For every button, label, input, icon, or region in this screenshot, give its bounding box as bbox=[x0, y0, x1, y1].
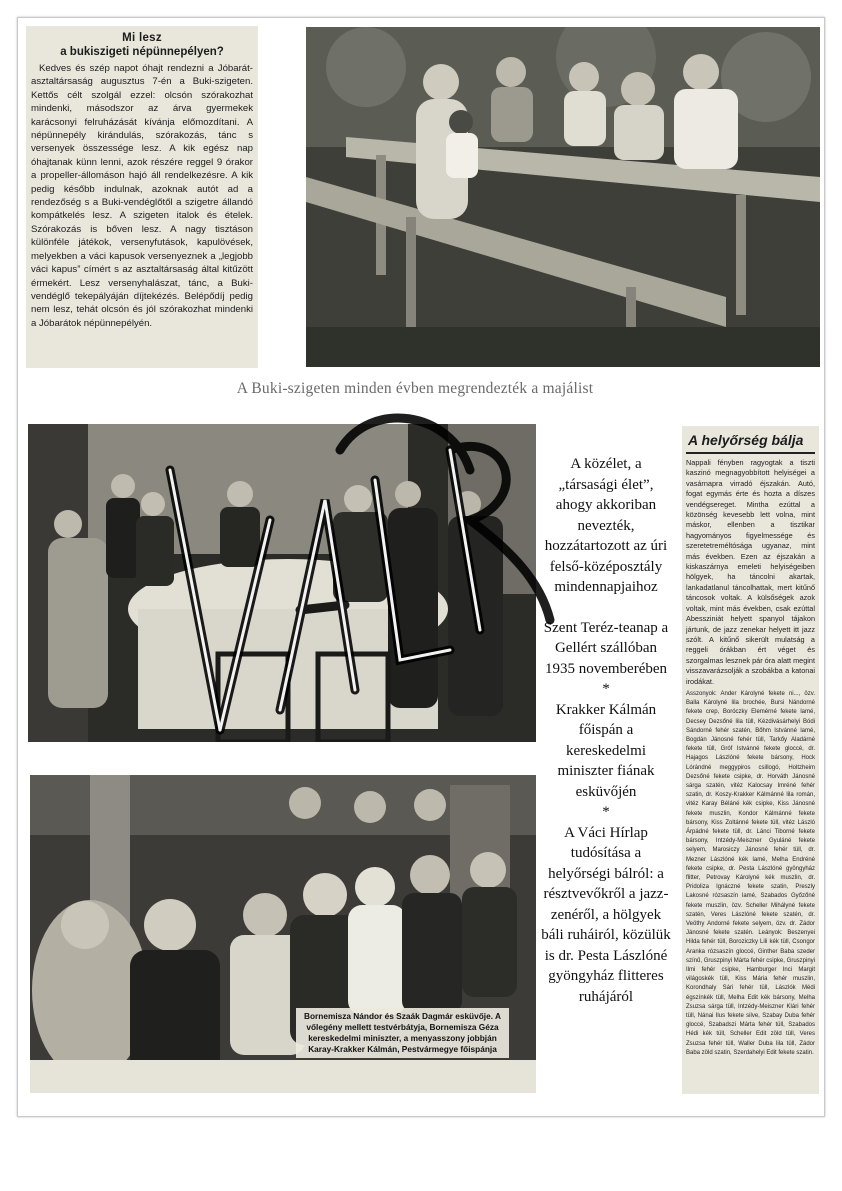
separator-star: * bbox=[602, 681, 610, 697]
side-text-wedding: Krakker Kálmán főispán a kereskedelmi miniszter fiának esküvőjén bbox=[555, 701, 657, 800]
newspaper-clipping-picnic bbox=[26, 26, 258, 368]
clipping-picnic-heading-1: Mi lesz bbox=[122, 32, 162, 44]
wedding-photo-caption: Bornemisza Nándor és Szaák Dagmár esküvője. A vőlegény mellett testvérbátyja, Bornemisza Géza kereskedelmi miniszter, a menyasszony jobbján Karay-Krakker Kálmán, Pestvármegye főispánja bbox=[296, 1008, 509, 1058]
clipping-ball-body: Nappali fényben ragyogtak a tiszti kaszinó megnagyobbított helyiségei a vasárnapra virradó éjszakán. Autó, fogat egymás érte és hozta a díszes vendégsereget. Mintha ezúttal a közönség kevesebb lett volna, mint máskor, ellenben a tisztikar hagyományos figyelmessége és szeretetreméltósága ugyanaz, mint más években. Ezen az éjszakán a kiskaszárnya emeleti helyiségeiben hölgyek, ha táncolni akartak, lankadatlanul táncolhattak, mert kitűnő táncosok voltak. A külsőségek azok voltak, mint más években, csak ezúttal Abessziniát helyett spanyol tájakon jártunk, de jazz zenekar helyett itt jazz szólt. A kitűnő sikerült mulatság a reggeli órákban ért véget és szorgalmas lesznek pár óra alatt megint visszavarázsolják a szobákba a katonai irodákat. bbox=[686, 458, 815, 686]
newspaper-clipping-ball bbox=[682, 426, 819, 1094]
side-text-tea-party: Szent Teréz-teanap a Gellért szállóban 1935 novemberében bbox=[543, 619, 669, 677]
clipping-picnic-body: Kedves és szép napot óhajt rendezni a Jóbarát-asztaltársaság augusztus 7-én a Buki-szigeten. Kettős célt szolgál ezzel: olcsón szórakozhat mindenki, másodszor az árva gyermekek karácsonyi felruházását kívánja előmozdítani. A népünnepély kirándulás, szórakozás, tánc s versenyek összessége lesz. A kik egész nap óhajtanak künn lenni, azok részére reggel 9 órakor a propeller-állomáson hajó áll rendelkezésre. A kik pedig később indulnak, azoknak autót ad a rendezőség s a Buki-vendéglőtől a szigetre állandó kompátkelés lesz. A szigeten italok és ételek. Szórakozás is bőven lesz. A nagy tisztáson különféle játékok, versenyfutások, kapulövések, melyekben a váci kapusok versenyeznek a „legjobb váci kapus” címért s az asztaltársaság által kitűzött érmekért. Lesz versenyhalászat, tánc, a Buki-vendéglő tekepályáján díjtekézés. Belépődíj pedig nem lesz, tehát olcsón és jól szórakozhat mindenki a Jóbarátok népünnepélyén. bbox=[31, 63, 253, 329]
tea-party-photo bbox=[28, 424, 536, 742]
clipping-ball-guest-list: Asszonyok: Ander Károlyné fekete ni..., özv. Balla Károlyné lila brochée, Bursi Nándorné fekete crep, Boróczky Elemérné fekete lamé, Decsey Dezsőné lila tüll, Kézdivásárhelyi Bódi Sándorné fehér szatén, Bőhm Istvánné lamé, Bogdán Jánosné fehér tüll, Tarkőy Aladárné fekete tüll, Gróf Istvánné fekete gloccé, dr. Hajagos Lászlóné fekete bársony, Hock Lórándné meggypiros csillogó, Holtzheim Dezsőné fekete csipke, dr. Horváth Jánosné sárga szatén, vitéz Kalocsay Imréné fehér szatin, dr. Koszy-Krakker Kálmánné lila román, vitéz Karay Béláné kék csipke, Kiss Jánosné fekete muszlin, Kondor Kálmánné fekete bársony, Kiss Zoltánné fekete tüll, vitéz László Árpádné fekete tüll, dr. Lánci Tiborné fekete bársony, Intzédy-Meiszner Gyuláné fekete selyem, Marosiczy Jánosné fehér tüll, dr. Mezner Lászlóné kék lamé, Melha Endréné fekete csipke, dr. Pesta Lászlóné gyöngyház flitter, Petrovay Károlyné kék muszlin, dr. Pridoliza Ignáczné fekete szatin, Preszly Lakosné rózsaszín lamé, Szabados Győzőné fekete muszlin, özv. Scheller Mihályné fekete szatén, Veres Lászlóné fekete szatén, dr. Veöthy Andorné fekete selyem, özv. dr. Zádor Jánosné fekete szatén. Leányok: Beszenyei Hilda fehér tüll, Boroziczky Lili kék tüll, Csongor Aranka rózsaszín gloccé, Ginther Baba szeder színű, Gruszpinyi Márta fehér csipke, Gruszpinyi Ilmi fehér csipke, Hamburger Inci Margit világoskék tüll, Kiss Mária fehér muszlin, Korondhaly Sári fehér tüll, Lászlók Médi égszínkék tüll, Melha Edit kék bársony, Melha Zsuzsa sárga tüll, Intzédy-Meiszner Klári fehér tüll, Nánai Ilus fekete silve, Szabay Duba fehér gloccé, Szabadszi Márta fehér tüll, Szabados Hédi kék tüll, Scheller Edit zöld tüll, Veres Zsuzsa fehér tüll, Waller Duba lila tüll, Zádor Baba zöld szatin, Szerdahelyi Edit fekete szatin. bbox=[686, 690, 815, 1056]
picnic-photo bbox=[306, 27, 820, 367]
side-text bbox=[540, 454, 672, 1007]
picnic-caption: A Buki-szigeten minden évben megrendezték a majálist bbox=[236, 380, 594, 397]
picnic-photo-illustration bbox=[306, 27, 820, 367]
clipping-ball-rule bbox=[686, 452, 815, 454]
clipping-picnic-heading-2: a bukiszigeti népünnepélyen? bbox=[60, 46, 224, 58]
side-text-intro: A közélet, a „társasági élet”, ahogy akkoriban nevezték, hozzátartozott az úri felső-középosztály mindennapjaihoz bbox=[544, 456, 668, 595]
side-text-ball: A Váci Hírlap tudósítása a helyőrségi bálról: a résztvevőkről a jazz-zenéről, a hölgyek báli ruháiról, közülük is dr. Pesta Lászlóné gyöngyház flitteres ruhájáról bbox=[541, 824, 671, 1005]
separator-star: * bbox=[602, 804, 610, 820]
clipping-ball-heading: A helyőrség bálja bbox=[688, 432, 804, 448]
tea-party-photo-illustration bbox=[28, 424, 536, 742]
